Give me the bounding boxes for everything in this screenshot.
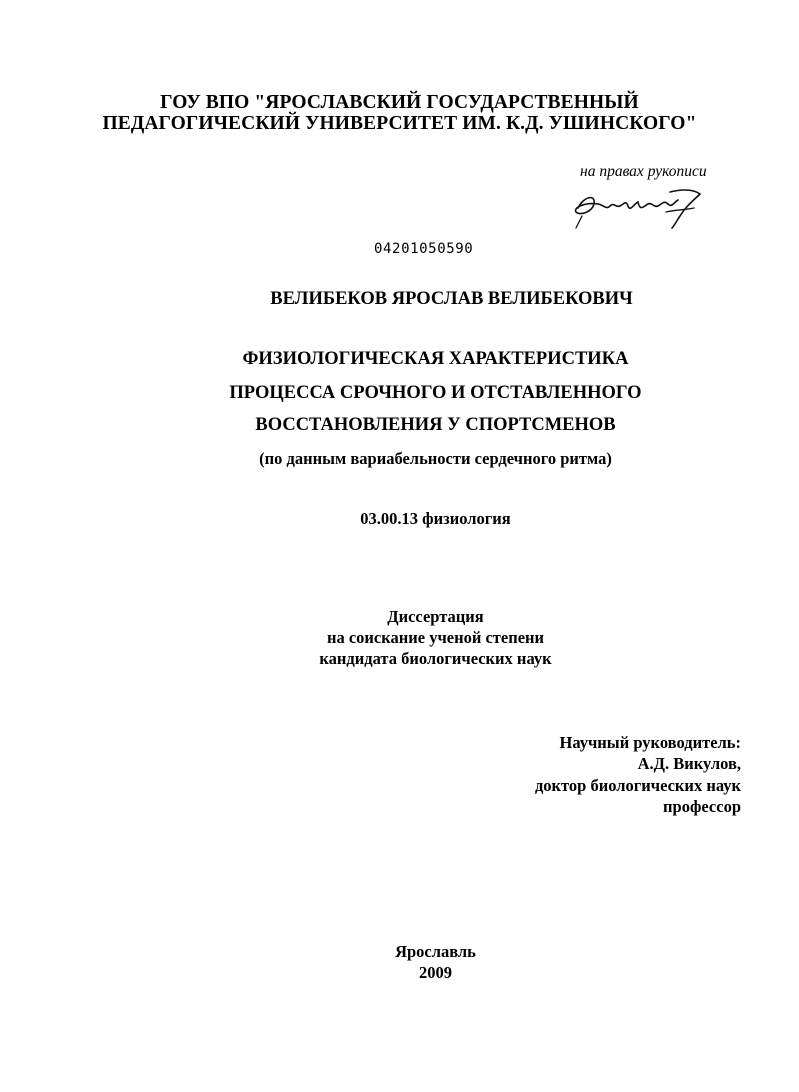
institution-line-1: ГОУ ВПО "ЯРОСЛАВСКИЙ ГОСУДАРСТВЕННЫЙ <box>160 92 639 113</box>
dissertation-line-2: на соискание ученой степени <box>326 628 545 647</box>
manuscript-rights-note: на правах рукописи <box>580 163 707 180</box>
title-line-2: ПРОЦЕССА СРОЧНОГО И ОТСТАВЛЕННОГО <box>229 383 642 403</box>
city: Ярославль <box>395 942 476 961</box>
author-name: ВЕЛИБЕКОВ ЯРОСЛАВ ВЕЛИБЕКОВИЧ <box>270 289 633 309</box>
specialty-code: 03.00.13 физиология <box>360 509 511 528</box>
handwritten-signature <box>570 182 710 230</box>
title-subtitle: (по данным вариабельности сердечного ритма) <box>259 449 612 468</box>
supervisor-title: профессор <box>663 797 741 816</box>
supervisor-label: Научный руководитель: <box>559 733 741 752</box>
title-line-1: ФИЗИОЛОГИЧЕСКАЯ ХАРАКТЕРИСТИКА <box>242 349 629 369</box>
title-line-3: ВОССТАНОВЛЕНИЯ У СПОРТСМЕНОВ <box>255 415 616 435</box>
supervisor-degree: доктор биологических наук <box>534 776 741 795</box>
document-code: 04201050590 <box>374 241 474 257</box>
year: 2009 <box>419 963 452 982</box>
dissertation-line-1: Диссертация <box>387 607 484 626</box>
dissertation-line-3: кандидата биологических наук <box>319 649 552 668</box>
institution-line-2: ПЕДАГОГИЧЕСКИЙ УНИВЕРСИТЕТ ИМ. К.Д. УШИНСКОГО" <box>102 113 697 134</box>
supervisor-name: А.Д. Викулов, <box>637 754 741 773</box>
